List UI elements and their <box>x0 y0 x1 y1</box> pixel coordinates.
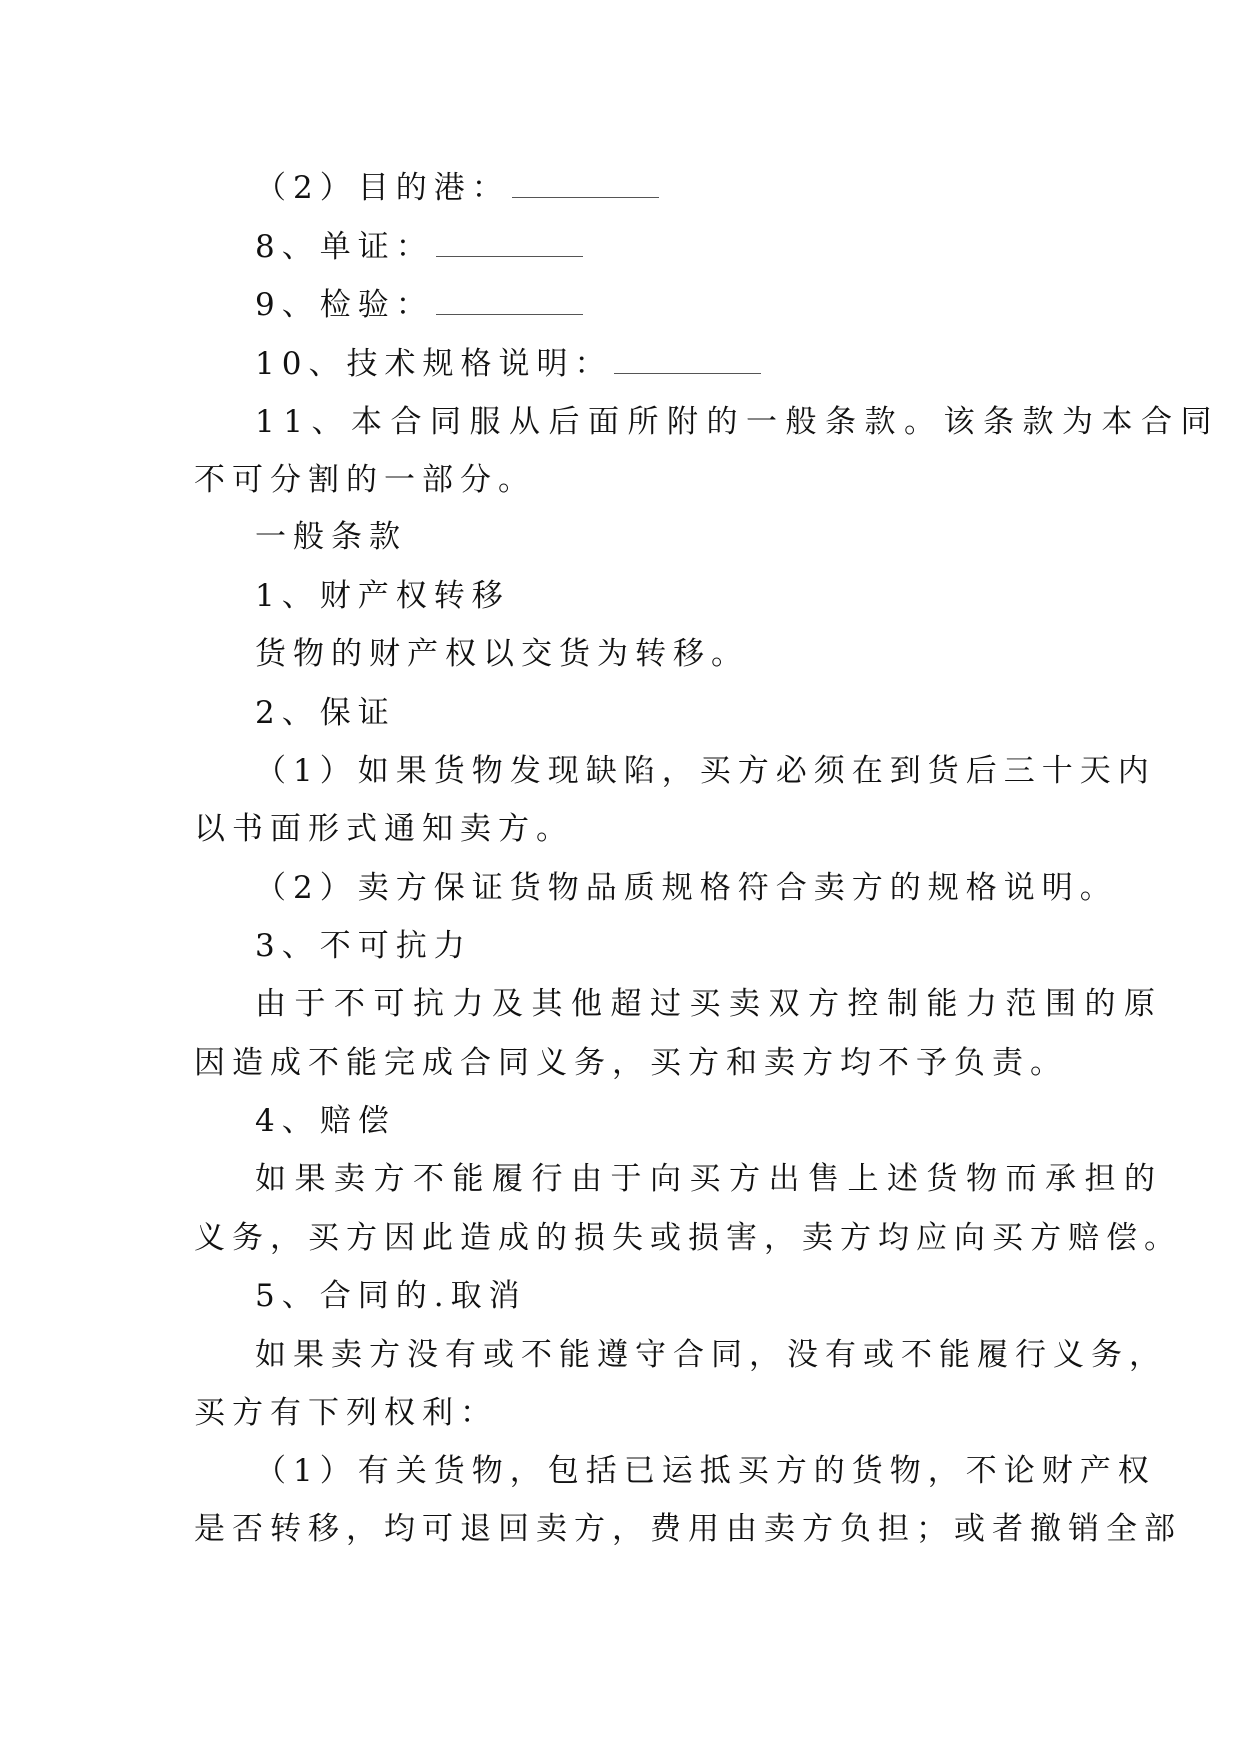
section-4-body-line-1: 如果卖方不能履行由于向买方出售上述货物而承担的 <box>255 1161 1164 1197</box>
section-5-body-line-2: 买方有下列权利： <box>194 1395 498 1431</box>
section-4-heading: 4、赔偿 <box>255 1103 396 1139</box>
line-text: 10、技术规格说明： <box>255 346 613 382</box>
section-5-heading: 5、合同的.取消 <box>255 1278 527 1314</box>
clause-9-inspection <box>255 285 583 325</box>
clause-11-line-1: 11、本合同服从后面所附的一般条款。该条款为本合同 <box>255 404 1220 440</box>
clause-8-documents <box>255 227 583 267</box>
line-text: （2）目的港： <box>255 170 510 206</box>
section-5-item-1-line-1: （1）有关货物，包括已运抵买方的货物，不论财产权 <box>255 1453 1156 1489</box>
clause-7-destination-port <box>255 168 659 208</box>
fill-in-blank <box>436 288 583 315</box>
fill-in-blank <box>614 347 761 374</box>
section-2-heading: 2、保证 <box>255 695 396 731</box>
section-1-body: 货物的财产权以交货为转移。 <box>255 636 749 672</box>
section-3-body-line-2: 因造成不能完成合同义务，买方和卖方均不予负责。 <box>194 1045 1068 1081</box>
section-2-item-2: （2）卖方保证货物品质规格符合卖方的规格说明。 <box>255 870 1118 906</box>
line-text: 9、检验： <box>255 287 434 323</box>
section-2-item-1-line-1: （1）如果货物发现缺陷，买方必须在到货后三十天内 <box>255 753 1156 789</box>
clause-10-technical-spec <box>255 344 761 384</box>
section-1-heading: 1、财产权转移 <box>255 578 510 614</box>
clause-11-line-2: 不可分割的一部分。 <box>194 462 536 498</box>
fill-in-blank <box>512 171 659 198</box>
section-4-body-line-2: 义务，买方因此造成的损失或损害，卖方均应向买方赔偿。 <box>194 1220 1182 1256</box>
fill-in-blank <box>436 230 583 257</box>
section-5-item-1-line-2: 是否转移，均可退回卖方，费用由卖方负担；或者撤销全部 <box>194 1511 1182 1547</box>
section-3-body-line-1: 由于不可抗力及其他超过买卖双方控制能力范围的原 <box>255 986 1164 1022</box>
section-2-item-1-line-2: 以书面形式通知卖方。 <box>194 811 574 847</box>
section-5-body-line-1: 如果卖方没有或不能遵守合同，没有或不能履行义务， <box>255 1337 1167 1373</box>
line-text: 8、单证： <box>255 229 434 265</box>
general-terms-heading: 一般条款 <box>255 519 407 555</box>
section-3-heading: 3、不可抗力 <box>255 928 472 964</box>
